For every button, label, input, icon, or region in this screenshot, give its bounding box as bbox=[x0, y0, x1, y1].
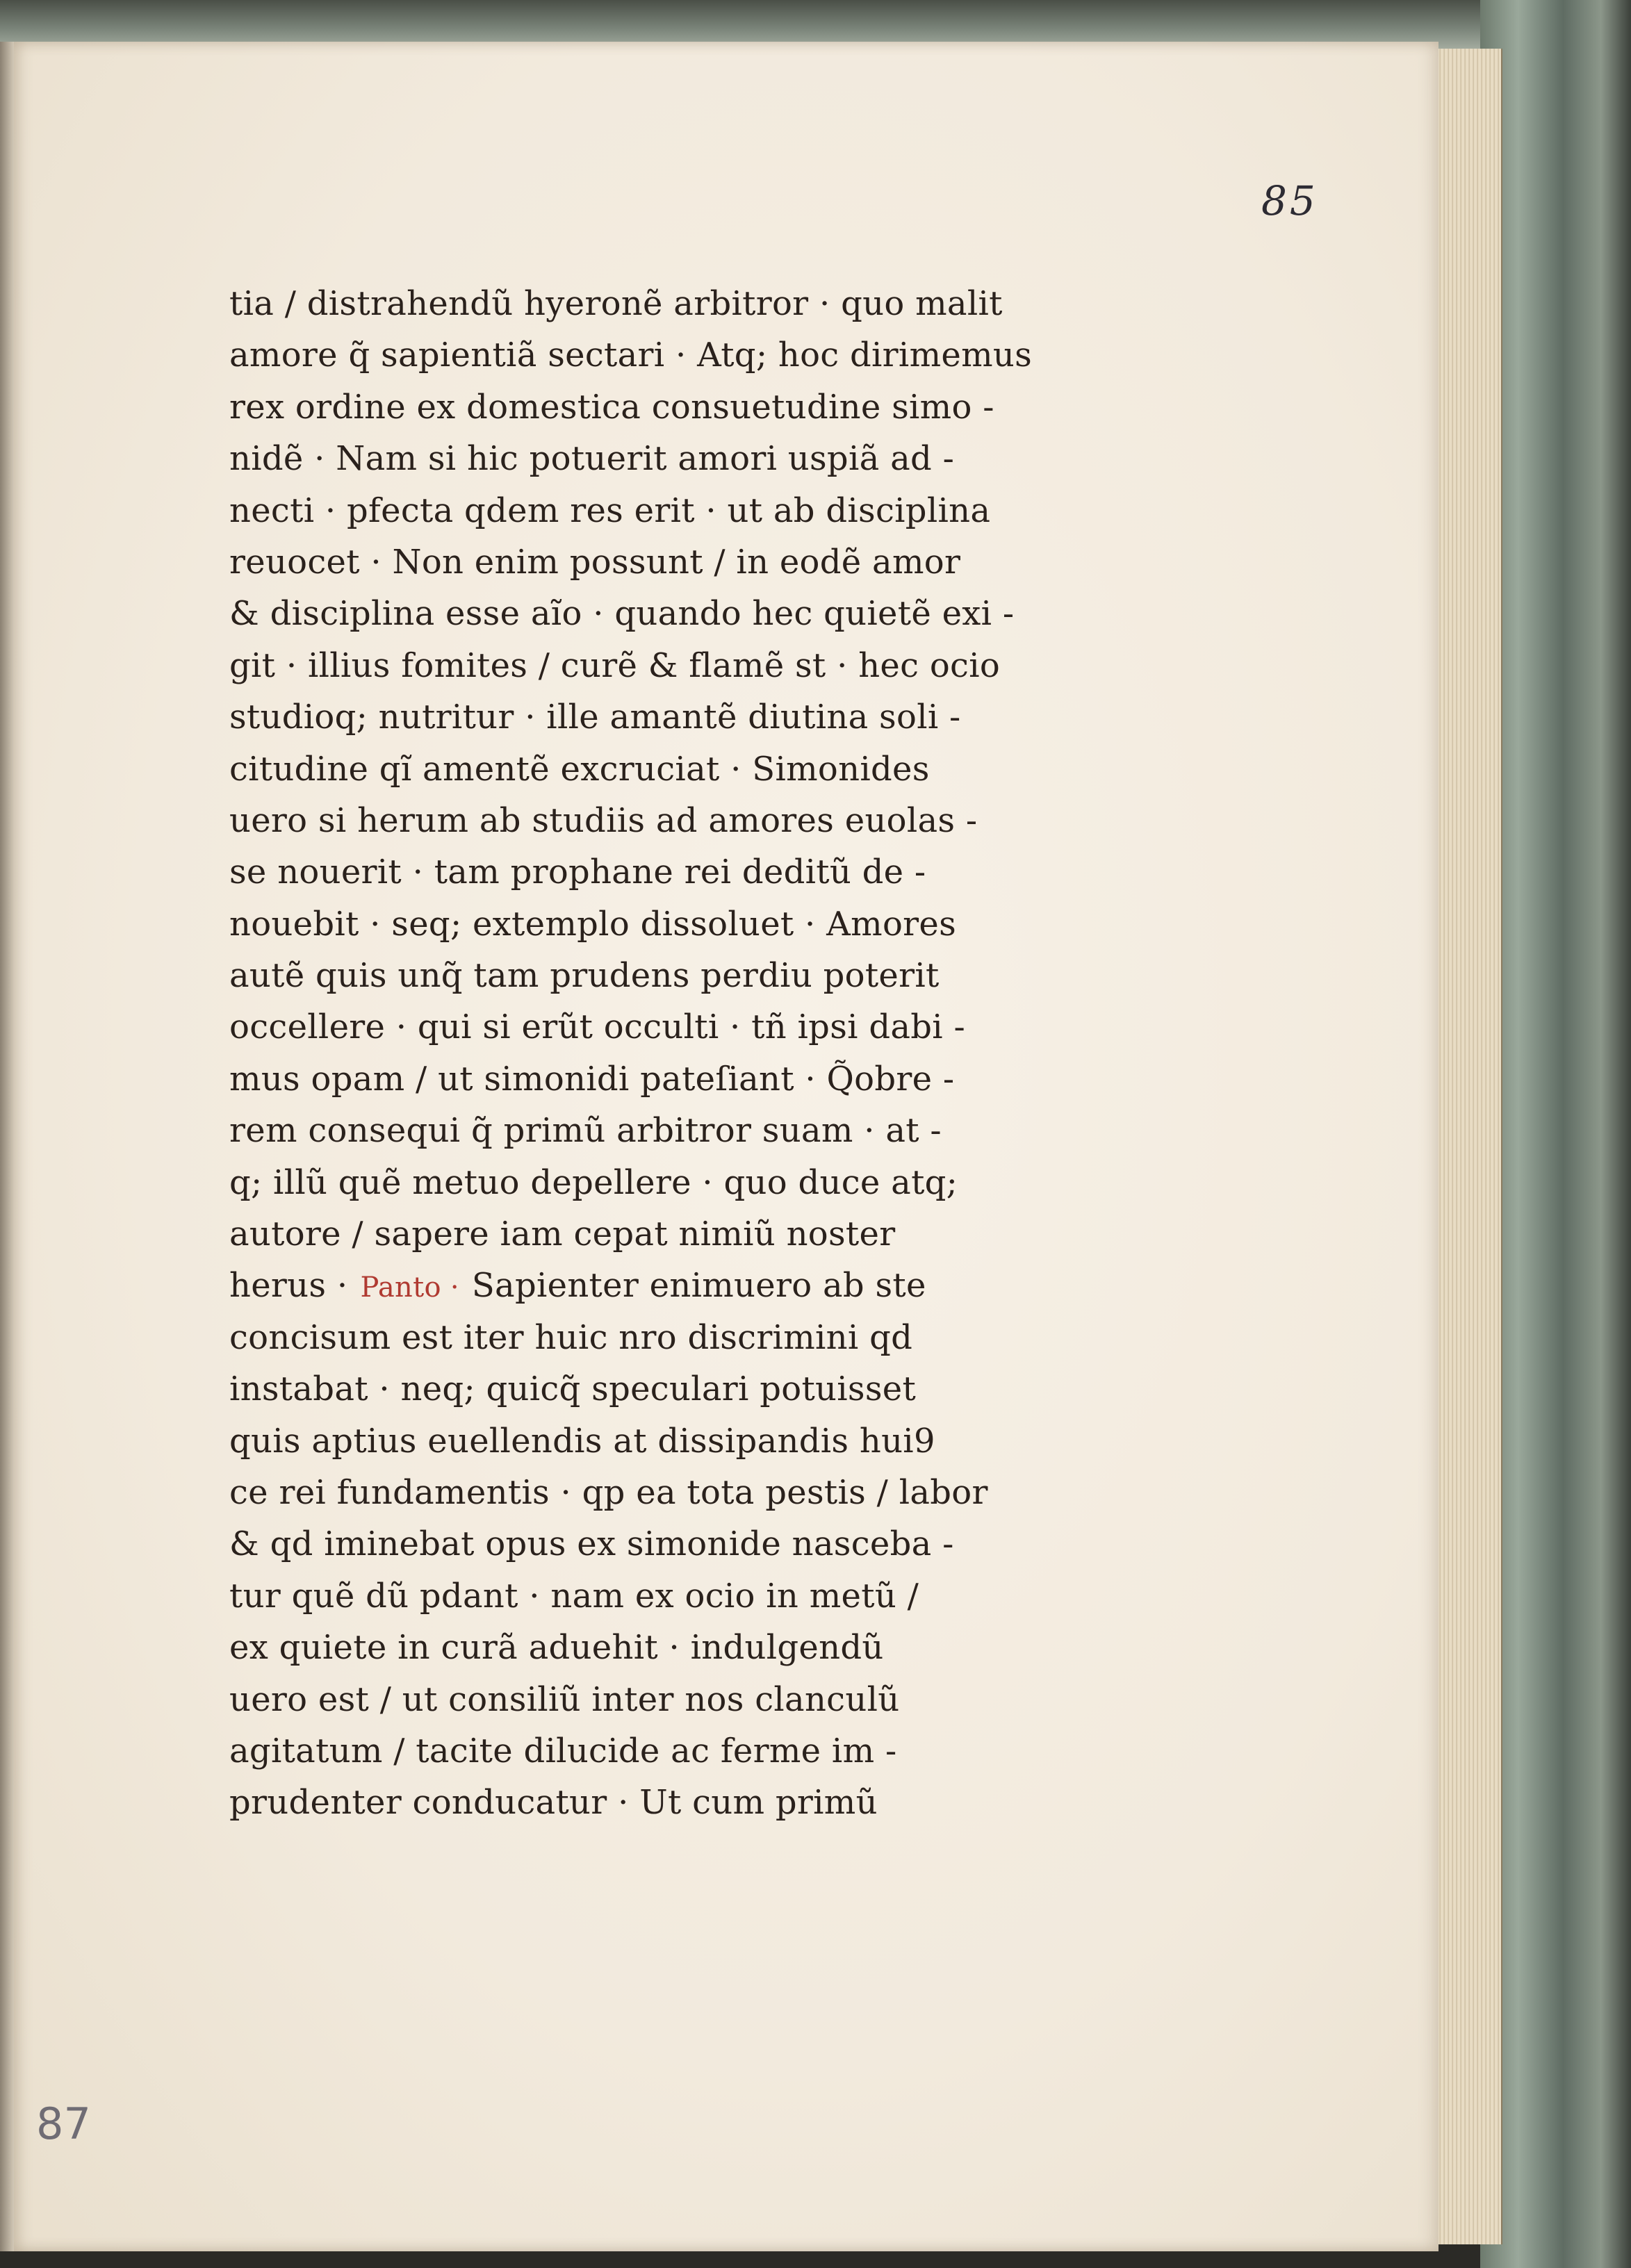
manuscript-line bbox=[229, 898, 1154, 950]
line-text: tur quẽ dũ pdant · nam ex ocio in metũ / bbox=[229, 1576, 919, 1616]
rubric-speaker: Panto · bbox=[360, 1272, 459, 1304]
manuscript-line bbox=[229, 1725, 1154, 1777]
line-text: autẽ quis unq̃ tam prudens perdiu poterit bbox=[229, 956, 940, 996]
line-text: herus · bbox=[229, 1266, 348, 1306]
manuscript-line bbox=[229, 1105, 1154, 1156]
manuscript-line bbox=[229, 536, 1154, 588]
line-text: reuocet · Non enim possunt / in eodẽ amor bbox=[229, 542, 961, 582]
manuscript-line bbox=[229, 1467, 1154, 1518]
line-text: uero est / ut consiliũ inter nos clanculũ bbox=[229, 1679, 900, 1719]
manuscript-line bbox=[229, 485, 1154, 536]
manuscript-line bbox=[229, 329, 1154, 381]
line-text: citudine qĩ amentẽ excruciat · Simonides bbox=[229, 749, 930, 789]
manuscript-line bbox=[229, 1208, 1154, 1260]
manuscript-line bbox=[229, 743, 1154, 795]
manuscript-line bbox=[229, 1622, 1154, 1673]
line-text: mus opam / ut simonidi pateſiant · Q̃obre - bbox=[229, 1059, 955, 1099]
line-text: & qd iminebat opus ex simonide nasceba - bbox=[229, 1525, 954, 1564]
manuscript-line bbox=[229, 950, 1154, 1001]
line-text: nidẽ · Nam si hic potuerit amori uspiã ad - bbox=[229, 439, 955, 479]
manuscript-line bbox=[229, 1053, 1154, 1105]
manuscript-line bbox=[229, 1157, 1154, 1208]
line-text: uero si herum ab studiis ad amores euolas - bbox=[229, 800, 978, 840]
line-text: & disciplina esse aĩo · quando hec quietẽ exi - bbox=[229, 594, 1015, 634]
manuscript-line bbox=[229, 1415, 1154, 1467]
line-text: ex quiete in curã aduehit · indulgendũ bbox=[229, 1628, 884, 1668]
line-text: q; illũ quẽ metuo depellere · quo duce atq; bbox=[229, 1162, 958, 1202]
line-text: instabat · neq; quicq̃ speculari potuisset bbox=[229, 1370, 917, 1409]
line-text: rem consequi q̃ primũ arbitror suam · at - bbox=[229, 1111, 942, 1151]
manuscript-line bbox=[229, 433, 1154, 484]
line-text: necti · pfecta qdem res erit · ut ab disciplina bbox=[229, 491, 991, 530]
gutter-shadow bbox=[0, 42, 15, 2251]
manuscript-line bbox=[229, 278, 1154, 329]
line-text: concisum est iter huic nro discrimini qd bbox=[229, 1317, 913, 1357]
line-text: prudenter conducatur · Ut cum primũ bbox=[229, 1783, 878, 1823]
line-text: amore q̃ sapientiã sectari · Atq; hoc dirimemus bbox=[229, 336, 1033, 375]
shelf-number: 87 bbox=[36, 2098, 91, 2149]
manuscript-line bbox=[229, 1260, 1154, 1311]
line-text: agitatum / tacite dilucide ac ferme im - bbox=[229, 1731, 897, 1770]
manuscript-line bbox=[229, 381, 1154, 433]
manuscript-text bbox=[229, 278, 1154, 1829]
line-text: autore / sapere iam cepat nimiũ noster bbox=[229, 1215, 896, 1254]
manuscript-line bbox=[229, 691, 1154, 743]
book-binding bbox=[1480, 0, 1631, 2268]
manuscript-line bbox=[229, 1001, 1154, 1053]
line-text: tia / distrahendũ hyeronẽ arbitror · quo malit bbox=[229, 284, 1003, 323]
line-text: se nouerit · tam prophane rei deditũ de - bbox=[229, 853, 926, 892]
folio-number: 85 bbox=[1261, 177, 1318, 224]
line-text: studioq; nutritur · ille amantẽ diutina soli - bbox=[229, 698, 961, 737]
manuscript-line bbox=[229, 1312, 1154, 1363]
line-text-continued: Sapienter enimuero ab ste bbox=[471, 1266, 926, 1306]
manuscript-line bbox=[229, 846, 1154, 898]
manuscript-line bbox=[229, 1570, 1154, 1622]
manuscript-line bbox=[229, 795, 1154, 846]
manuscript-line bbox=[229, 640, 1154, 691]
manuscript-line bbox=[229, 1777, 1154, 1828]
line-text: git · illius fomites / curẽ & flamẽ st · hec ocio bbox=[229, 646, 1001, 685]
manuscript-line bbox=[229, 588, 1154, 639]
line-text: quis aptius euellendis at dissipandis hui9 bbox=[229, 1421, 935, 1461]
line-text: occellere · qui si erũt occulti · tñ ipsi dabi - bbox=[229, 1008, 966, 1047]
line-text: nouebit · seq; extemplo dissoluet · Amores bbox=[229, 904, 957, 944]
line-text: rex ordine ex domestica consuetudine simo - bbox=[229, 387, 994, 427]
manuscript-line bbox=[229, 1674, 1154, 1725]
manuscript-line bbox=[229, 1363, 1154, 1415]
manuscript-line bbox=[229, 1518, 1154, 1570]
line-text: ce rei fundamentis · qp ea tota pestis / labor bbox=[229, 1472, 988, 1512]
